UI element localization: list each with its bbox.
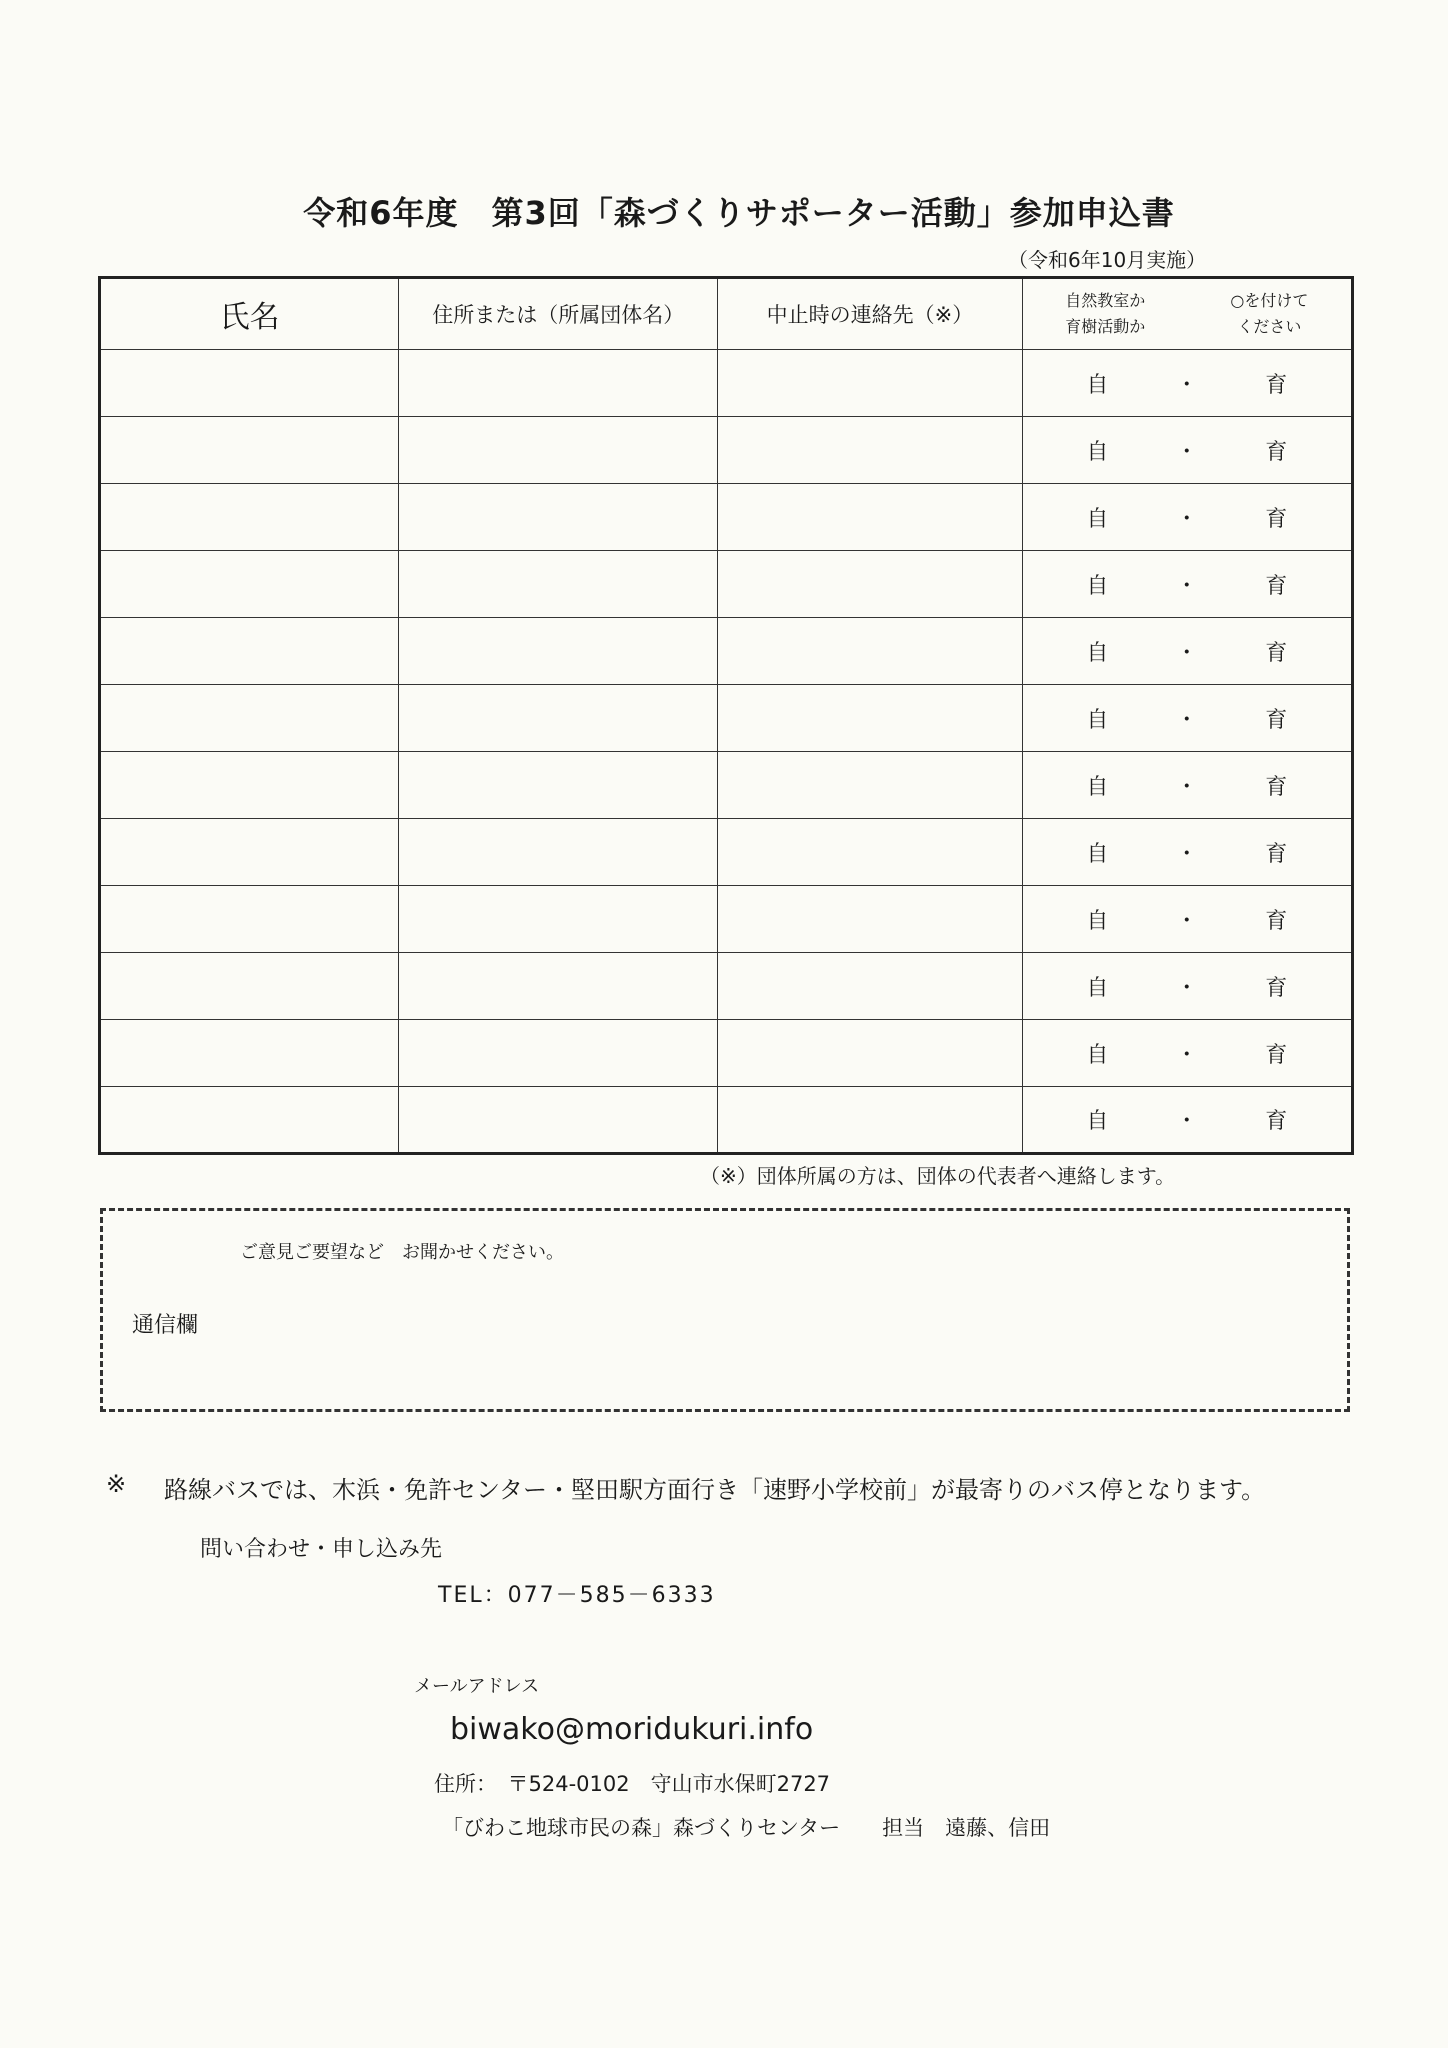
choice-tree[interactable]: 育 xyxy=(1265,774,1288,800)
header-address: 住所または（所属団体名） xyxy=(399,278,718,350)
postal-address: 住所： 〒524-0102 守山市水保町2727 xyxy=(434,1772,831,1796)
choice-separator: ・ xyxy=(1175,707,1198,733)
choice-separator: ・ xyxy=(1175,506,1198,532)
address-cell[interactable] xyxy=(399,1020,718,1087)
choice-separator: ・ xyxy=(1175,774,1198,800)
table-row xyxy=(100,417,1353,484)
header-activity-type xyxy=(1022,278,1352,350)
contact-cell[interactable] xyxy=(718,484,1022,551)
address-cell[interactable] xyxy=(399,819,718,886)
address-cell[interactable] xyxy=(399,350,718,417)
choice-tree[interactable]: 育 xyxy=(1265,506,1288,532)
activity-choice-cell[interactable] xyxy=(1022,886,1352,953)
contact-cell[interactable] xyxy=(718,819,1022,886)
choice-separator: ・ xyxy=(1175,439,1198,465)
contact-cell[interactable] xyxy=(718,1087,1022,1154)
contact-cell[interactable] xyxy=(718,685,1022,752)
table-footnote: （※）団体所属の方は、団体の代表者へ連絡します。 xyxy=(700,1164,1176,1188)
header-circle-instruction: ○を付けて ください xyxy=(1230,291,1309,336)
activity-choice-cell[interactable] xyxy=(1022,350,1352,417)
choice-nature[interactable]: 自 xyxy=(1086,975,1109,1001)
choice-tree[interactable]: 育 xyxy=(1265,975,1288,1001)
address-cell[interactable] xyxy=(399,1087,718,1154)
activity-choice-cell[interactable] xyxy=(1022,685,1352,752)
address-cell[interactable] xyxy=(399,886,718,953)
name-cell[interactable] xyxy=(100,484,399,551)
name-cell[interactable] xyxy=(100,1020,399,1087)
activity-choice-cell[interactable] xyxy=(1022,551,1352,618)
contact-cell[interactable] xyxy=(718,1020,1022,1087)
choice-tree[interactable]: 育 xyxy=(1265,439,1288,465)
contact-cell[interactable] xyxy=(718,752,1022,819)
comment-label: 通信欄 xyxy=(132,1313,199,1338)
choice-nature[interactable]: 自 xyxy=(1086,573,1109,599)
table-row xyxy=(100,953,1353,1020)
bus-note: 路線バスでは、木浜・免許センター・堅田駅方面行き「速野小学校前」が最寄りのバス停となります。 xyxy=(164,1476,1266,1504)
address-cell[interactable] xyxy=(399,752,718,819)
choice-nature[interactable]: 自 xyxy=(1086,1109,1109,1134)
choice-nature[interactable]: 自 xyxy=(1086,439,1109,465)
activity-choice-cell[interactable] xyxy=(1022,1020,1352,1087)
choice-tree[interactable]: 育 xyxy=(1265,573,1288,599)
address-cell[interactable] xyxy=(399,417,718,484)
table-row xyxy=(100,350,1353,417)
activity-choice-cell[interactable] xyxy=(1022,417,1352,484)
table-row xyxy=(100,484,1353,551)
name-cell[interactable] xyxy=(100,1087,399,1154)
contact-cell[interactable] xyxy=(718,618,1022,685)
address-cell[interactable] xyxy=(399,551,718,618)
table-row xyxy=(100,1020,1353,1087)
address-cell[interactable] xyxy=(399,953,718,1020)
choice-nature[interactable]: 自 xyxy=(1086,707,1109,733)
activity-choice-cell[interactable] xyxy=(1022,819,1352,886)
activity-choice-cell[interactable] xyxy=(1022,752,1352,819)
choice-tree[interactable]: 育 xyxy=(1265,707,1288,733)
name-cell[interactable] xyxy=(100,618,399,685)
email-label: メールアドレス xyxy=(414,1676,540,1697)
choice-separator: ・ xyxy=(1175,1042,1198,1068)
choice-separator: ・ xyxy=(1175,372,1198,398)
choice-tree[interactable]: 育 xyxy=(1265,908,1288,934)
choice-separator: ・ xyxy=(1175,841,1198,867)
header-type: 自然教室か 育樹活動か xyxy=(1065,291,1146,336)
contact-cell[interactable] xyxy=(718,350,1022,417)
address-cell[interactable] xyxy=(399,685,718,752)
choice-separator: ・ xyxy=(1175,573,1198,599)
choice-separator: ・ xyxy=(1175,975,1198,1001)
choice-nature[interactable]: 自 xyxy=(1086,908,1109,934)
email-address: biwako@moridukuri.info xyxy=(450,1712,814,1747)
choice-tree[interactable]: 育 xyxy=(1265,1109,1288,1134)
choice-nature[interactable]: 自 xyxy=(1086,372,1109,398)
contact-cell[interactable] xyxy=(718,417,1022,484)
choice-nature[interactable]: 自 xyxy=(1086,774,1109,800)
activity-choice-cell[interactable] xyxy=(1022,618,1352,685)
address-cell[interactable] xyxy=(399,484,718,551)
comment-hint: ご意見ご要望など お聞かせください。 xyxy=(240,1242,564,1263)
choice-tree[interactable]: 育 xyxy=(1265,1042,1288,1068)
choice-tree[interactable]: 育 xyxy=(1265,640,1288,666)
note-mark: ※ xyxy=(106,1470,127,1498)
name-cell[interactable] xyxy=(100,886,399,953)
choice-nature[interactable]: 自 xyxy=(1086,640,1109,666)
name-cell[interactable] xyxy=(100,350,399,417)
contact-heading: 問い合わせ・申し込み先 xyxy=(200,1537,443,1562)
table-header-row xyxy=(100,278,1353,350)
name-cell[interactable] xyxy=(100,953,399,1020)
table-row xyxy=(100,886,1353,953)
activity-choice-cell[interactable] xyxy=(1022,953,1352,1020)
name-cell[interactable] xyxy=(100,819,399,886)
choice-nature[interactable]: 自 xyxy=(1086,506,1109,532)
choice-tree[interactable]: 育 xyxy=(1265,372,1288,398)
activity-choice-cell[interactable] xyxy=(1022,484,1352,551)
page-title: 令和6年度 第3回「森づくりサポーター活動」参加申込書 xyxy=(303,194,1175,232)
name-cell[interactable] xyxy=(100,417,399,484)
table-row xyxy=(100,685,1353,752)
date-note: （令和6年10月実施） xyxy=(1008,248,1207,272)
choice-nature[interactable]: 自 xyxy=(1086,1042,1109,1068)
header-name: 氏名 xyxy=(100,278,399,350)
choice-tree[interactable]: 育 xyxy=(1265,841,1288,867)
activity-choice-cell[interactable] xyxy=(1022,1087,1352,1154)
table-row xyxy=(100,819,1353,886)
contact-cell[interactable] xyxy=(718,551,1022,618)
choice-nature[interactable]: 自 xyxy=(1086,841,1109,867)
name-cell[interactable] xyxy=(100,685,399,752)
contact-cell[interactable] xyxy=(718,886,1022,953)
entry-table xyxy=(98,276,1354,1155)
table-row xyxy=(100,618,1353,685)
telephone: TEL：077－585－6333 xyxy=(438,1583,716,1608)
choice-separator: ・ xyxy=(1175,1109,1198,1134)
address-cell[interactable] xyxy=(399,618,718,685)
name-cell[interactable] xyxy=(100,752,399,819)
choice-separator: ・ xyxy=(1175,640,1198,666)
header-contact: 中止時の連絡先（※） xyxy=(718,278,1022,350)
center-name: 「びわこ地球市民の森」森づくりセンター 担当 遠藤、信田 xyxy=(442,1816,1051,1840)
contact-cell[interactable] xyxy=(718,953,1022,1020)
name-cell[interactable] xyxy=(100,551,399,618)
table-row xyxy=(100,752,1353,819)
table-row xyxy=(100,1087,1353,1154)
choice-separator: ・ xyxy=(1175,908,1198,934)
table-row xyxy=(100,551,1353,618)
